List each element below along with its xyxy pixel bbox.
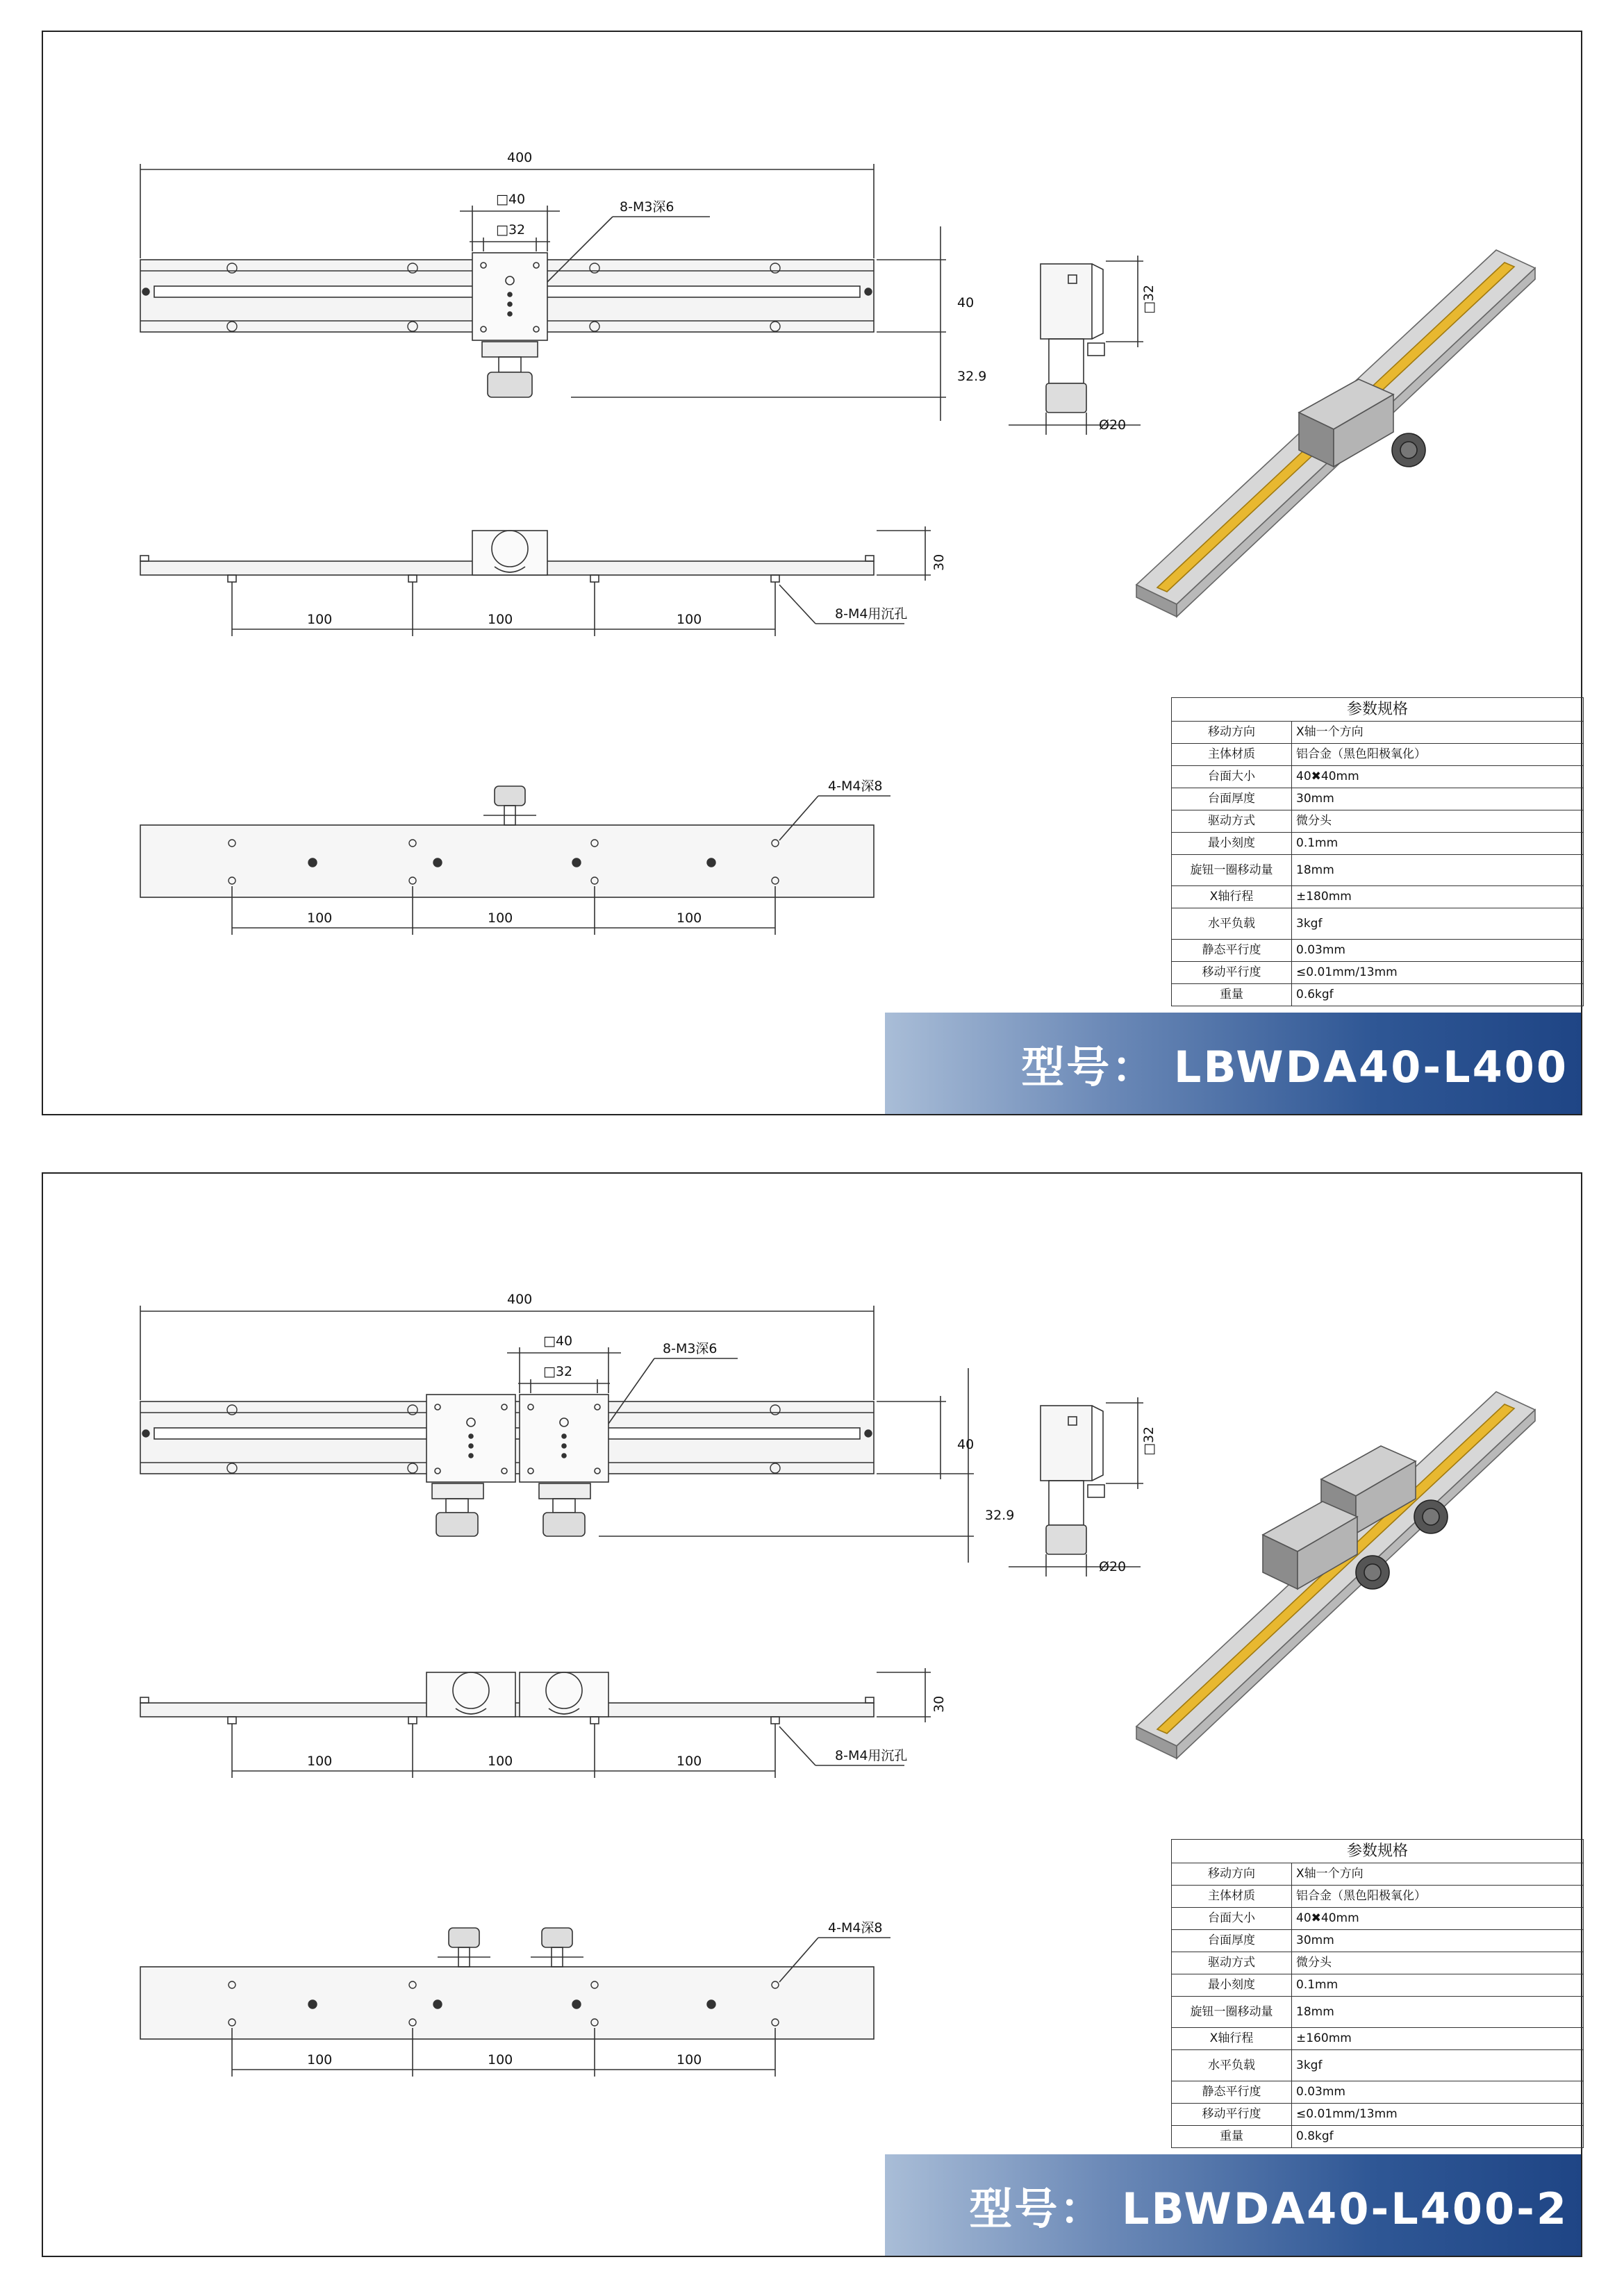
dim-offset: 32.9 bbox=[985, 1508, 1015, 1523]
model-banner bbox=[885, 1013, 1581, 1114]
spec-row: 主体材质 铝合金（黑色阳极氧化） bbox=[1172, 744, 1584, 766]
dim-side-sq: □32 bbox=[1141, 1426, 1157, 1456]
spec-row: 移动方向 X轴一个方向 bbox=[1172, 722, 1584, 744]
dim-sq-inner: □32 bbox=[543, 1364, 573, 1379]
dim-bottom-pitch-1: 100 bbox=[307, 2052, 333, 2068]
dim-offset: 32.9 bbox=[957, 369, 987, 384]
spec-row: 驱动方式 微分头 bbox=[1172, 1952, 1584, 1974]
side-view bbox=[1009, 1397, 1143, 1577]
spec-row: 水平负载 3kgf bbox=[1172, 2050, 1584, 2081]
dim-knob-dia: Ø20 bbox=[1099, 1559, 1127, 1574]
spec-title: 参数规格 bbox=[1172, 1840, 1584, 1863]
dim-side-sq: □32 bbox=[1141, 284, 1157, 314]
spec-row: X轴行程 ±180mm bbox=[1172, 886, 1584, 908]
bottom-view bbox=[140, 786, 890, 935]
dim-height-30: 30 bbox=[931, 554, 947, 571]
dim-bottom-pitch-2: 100 bbox=[488, 910, 513, 926]
front-view bbox=[140, 1668, 931, 1778]
spec-row: 台面厚度 30mm bbox=[1172, 1930, 1584, 1952]
dim-bottom-pitch-1: 100 bbox=[307, 910, 333, 926]
spec-row: 旋钮一圈移动量 18mm bbox=[1172, 1997, 1584, 2028]
spec-row: 台面大小 40✖40mm bbox=[1172, 1908, 1584, 1930]
spec-row: 移动平行度 ≤0.01mm/13mm bbox=[1172, 2104, 1584, 2126]
bottom-view bbox=[140, 1928, 890, 2077]
dim-bottom-pitch-3: 100 bbox=[677, 2052, 702, 2068]
dim-bottom-note: 4-M4深8 bbox=[828, 779, 883, 794]
dim-pitch-2: 100 bbox=[488, 612, 513, 627]
dim-bottom-note: 4-M4深8 bbox=[828, 1920, 883, 1936]
spec-row: 移动方向 X轴一个方向 bbox=[1172, 1863, 1584, 1886]
spec-row: 静态平行度 0.03mm bbox=[1172, 2081, 1584, 2104]
spec-row: 水平负载 3kgf bbox=[1172, 908, 1584, 940]
model-banner bbox=[885, 2154, 1581, 2256]
dim-height-40: 40 bbox=[957, 295, 975, 310]
model-name: 型号： LBWDA40-L400 bbox=[1021, 1041, 1568, 1092]
dim-height-30: 30 bbox=[931, 1695, 947, 1713]
dim-bottom-pitch-3: 100 bbox=[677, 910, 702, 926]
spec-row: 主体材质 铝合金（黑色阳极氧化） bbox=[1172, 1886, 1584, 1908]
front-view bbox=[140, 526, 931, 636]
spec-row: 台面厚度 30mm bbox=[1172, 788, 1584, 810]
spec-row: 驱动方式 微分头 bbox=[1172, 810, 1584, 833]
spec-row: 重量 0.6kgf bbox=[1172, 984, 1584, 1006]
dim-pitch-2: 100 bbox=[488, 1754, 513, 1769]
spec-row: 最小刻度 0.1mm bbox=[1172, 833, 1584, 855]
dim-sq-outer: □40 bbox=[496, 192, 526, 207]
spec-table bbox=[1171, 1839, 1584, 2148]
side-view bbox=[1009, 256, 1143, 435]
drawing-sheet-1 bbox=[42, 31, 1582, 1115]
dim-pitch-1: 100 bbox=[307, 612, 333, 627]
dim-knob-dia: Ø20 bbox=[1099, 417, 1127, 433]
dim-csink-note: 8-M4用沉孔 bbox=[835, 606, 908, 622]
spec-row: 重量 0.8kgf bbox=[1172, 2126, 1584, 2148]
dim-csink-note: 8-M4用沉孔 bbox=[835, 1748, 908, 1763]
dim-pitch-1: 100 bbox=[307, 1754, 333, 1769]
spec-row: 旋钮一圈移动量 18mm bbox=[1172, 855, 1584, 886]
spec-table bbox=[1171, 697, 1584, 1006]
dim-tap-note: 8-M3深6 bbox=[663, 1341, 718, 1356]
spec-row: 移动平行度 ≤0.01mm/13mm bbox=[1172, 962, 1584, 984]
dim-tap-note: 8-M3深6 bbox=[620, 199, 674, 215]
drawing-sheet-2 bbox=[42, 1172, 1582, 2257]
spec-row: X轴行程 ±160mm bbox=[1172, 2028, 1584, 2050]
dim-sq-inner: □32 bbox=[496, 222, 526, 238]
isometric-product-view bbox=[1136, 250, 1535, 617]
dim-height-40: 40 bbox=[957, 1437, 975, 1452]
dim-sq-outer: □40 bbox=[543, 1333, 573, 1349]
dim-bottom-pitch-2: 100 bbox=[488, 2052, 513, 2068]
isometric-product-view bbox=[1136, 1392, 1535, 1758]
spec-row: 最小刻度 0.1mm bbox=[1172, 1974, 1584, 1997]
dim-length: 400 bbox=[507, 1292, 533, 1307]
spec-row: 台面大小 40✖40mm bbox=[1172, 766, 1584, 788]
top-view bbox=[140, 164, 946, 421]
spec-row: 静态平行度 0.03mm bbox=[1172, 940, 1584, 962]
model-name: 型号： LBWDA40-L400-2 bbox=[969, 2183, 1568, 2234]
dim-length: 400 bbox=[507, 150, 533, 165]
dim-pitch-3: 100 bbox=[677, 612, 702, 627]
dim-pitch-3: 100 bbox=[677, 1754, 702, 1769]
spec-title: 参数规格 bbox=[1172, 698, 1584, 722]
